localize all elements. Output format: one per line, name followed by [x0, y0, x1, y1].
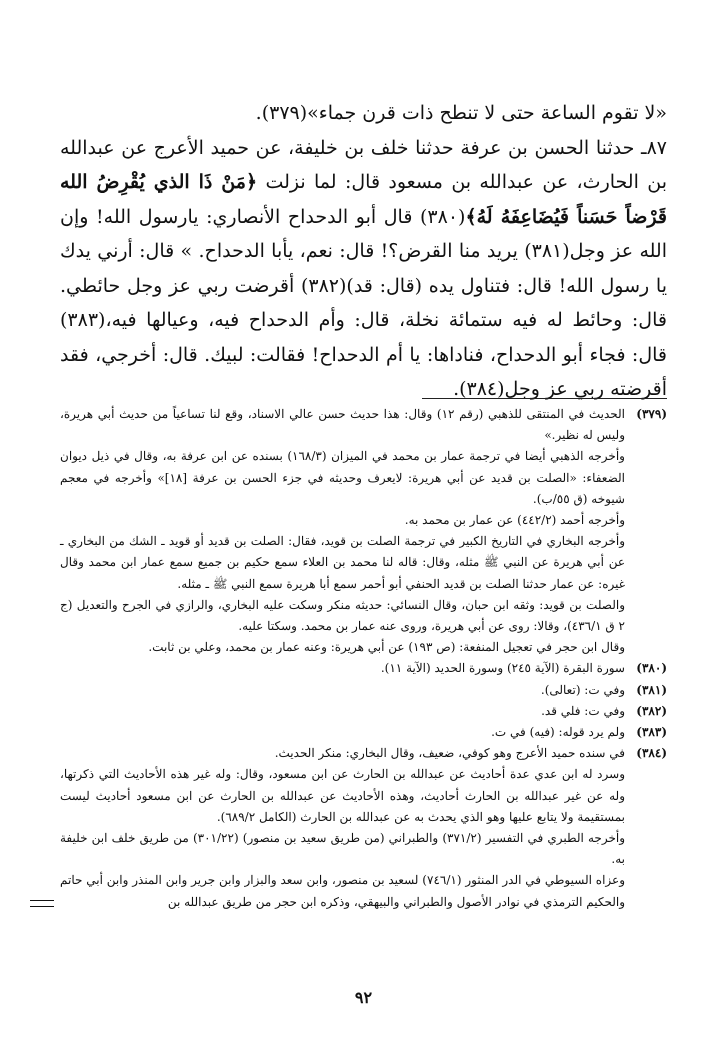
footnote-separator [422, 398, 667, 399]
hadith-text: (٣٨٠) قال أبو الدحداح الأنصاري: يارسول الله! وإن الله عز وجل(٣٨١) يريد منا القرض؟! قال: نعم، يأبا الدحداح. » قال: أرني يدك يا رسول الله! قال: فتناول يده (قال: قد)(٣٨٢) أقرضت ربي عز وجل حائطي. قال: وحائط له فيه ستمائة نخلة، قال: وأم الدحداح فيه، وعيالها فيه،(٣٨٣) قال: فجاء أبو الدحداح، فناداها: يا أم الدحداح! فقالت: لبيك. قال: أخرجي، فقد أقرضته ربي عز وجل(٣٨٤). [60, 205, 667, 400]
footnotes [60, 404, 667, 913]
page-number: ٩٢ [354, 988, 373, 1007]
hadith-ending: «لا تقوم الساعة حتى لا تنطح ذات قرن جماء»(٣٧٩). [255, 102, 667, 124]
footnote-number: (٣٨٤) [636, 746, 667, 761]
footnote-line-text: وعزاه السيوطي في الدر المنثور (٧٤٦/١) لسعيد بن منصور، وابن سعد والبزار وابن جرير وابن المنذر وابن أبي حاتم والحكيم الترمذي في نوادر الأصول والطبراني والبيهقي، وذكره ابن حجر من طريق عبدالله بن [60, 873, 625, 909]
footnote-line: وقال ابن حجر في تعجيل المنفعة: (ص ١٩٣) عن أبي هريرة: وعنه عمار بن محمد، وعلي بن ثابت. [148, 640, 625, 655]
footnote-number: (٣٨٢) [636, 703, 667, 718]
footnote-line: في سنده حميد الأعرج وهو كوفي، ضعيف، وقال البخاري: منكر الحديث. [274, 746, 625, 761]
footnote [60, 743, 667, 913]
quran-verse: ﴿مَنْ ذَا الذي يُقْرِضُ الله قَرْضاً حَسَناً فَيُضَاعِفَهُ لَهُ﴾ [60, 171, 668, 228]
footnote-line: ولم يرد قوله: (فيه) في ت. [491, 725, 625, 740]
footnote-line: وفي ت: فلي قد. [541, 703, 625, 718]
footnote-number: (٣٨٠) [636, 661, 667, 676]
footnote-number: (٣٧٩) [636, 407, 667, 421]
footnote [60, 658, 667, 679]
isnad-text: ٨٧ـ حدثنا الحسن بن عرفة حدثنا خلف بن خليفة، عن حميد الأعرج عن عبدالله بن الحارث، عن عبدالله بن مسعود قال: لما نزلت [60, 136, 667, 193]
footnote-line: وأخرجه البخاري في التاريخ الكبير في ترجمة الصلت بن قويد، فقال: الصلت بن قديد أو قويد ـ الشك من البخاري ـ عن أبي هريرة عن النبي ﷺ مثله، وقال: قاله لنا محمد بن العلاء سمع حكيم بن جميع سمع عمار ابن محمد وقال غيره: عن عمار حدثنا الصلت بن قديد الحنفي أبو أحمر سمع أبا هريرة سمع النبي ﷺ ـ مثله. [60, 534, 625, 591]
footnote-line: وفي ت: (تعالى). [540, 682, 625, 697]
continuation-mark [30, 900, 54, 907]
footnote [60, 404, 667, 658]
footnote-number: (٣٨١) [636, 682, 667, 697]
footnote-line: وسرد له ابن عدي عدة أحاديث عن عبدالله بن الحارث عن ابن مسعود، وقال: وله غير هذه الأحاديث التي ذكرتها، وله عن غير عبدالله بن الحارث أحاديث، وهذه الأحاديث عن عبدالله بن الحارث عن ابن مسعود أحاديث ليست بمستقيمة ولا يتابع عليها وهو الذي يحدث به عن عبدالله بن الحارث (الكامل ٦٨٩/٢). [60, 767, 625, 824]
footnote-line: وأخرجه الطبري في التفسير (٣٧١/٢) والطبراني (من طريق سعيد بن منصور) (٣٠١/٢٢) من طريق خلف ابن خليفة به. [60, 831, 625, 867]
footnote [60, 722, 667, 743]
footnote [60, 701, 667, 722]
footnote-line: سورة البقرة (الآية ٢٤٥) وسورة الحديد (الآية ١١). [380, 661, 625, 676]
footnote-line: وأخرجه أحمد (٤٤٢/٢) عن عمار بن محمد به. [404, 513, 625, 528]
footnote-line: وأخرجه الذهبي أيضا في ترجمة عمار بن محمد في الميزان (١٦٨/٣) بسنده عن ابن عرفة به، وقال في ذيل ديوان الضعفاء: «الصلت بن قديد عن أبي هريرة: لايعرف وحديثه في جزء الحسن بن عرفة [١٨]» وأخرجه في معجم شيوخه (ق ٥٥/ب). [60, 449, 625, 506]
footnote-line: الحديث في المنتقى للذهبي (رقم ١٢) وقال: هذا حديث حسن عالي الاسناد، وقع لنا تساعياً من حديث أبي هريرة، وليس له نظير.» [60, 407, 625, 443]
main-text [60, 96, 667, 407]
footnote [60, 680, 667, 701]
footnote-number: (٣٨٣) [636, 725, 667, 740]
footnote-line [60, 870, 625, 912]
footnote-line: والصلت بن قويد: وثقه ابن حبان، وقال النسائي: حديثه منكر وسكت عليه البخاري، والرازي في الجرح والتعديل (ج ٢ ق ٤٣٦/١)، وقالا: روى عن أبي هريرة، وروى عنه عمار بن محمد. وسكتا عليه. [60, 597, 625, 634]
hadith-87 [60, 131, 667, 407]
